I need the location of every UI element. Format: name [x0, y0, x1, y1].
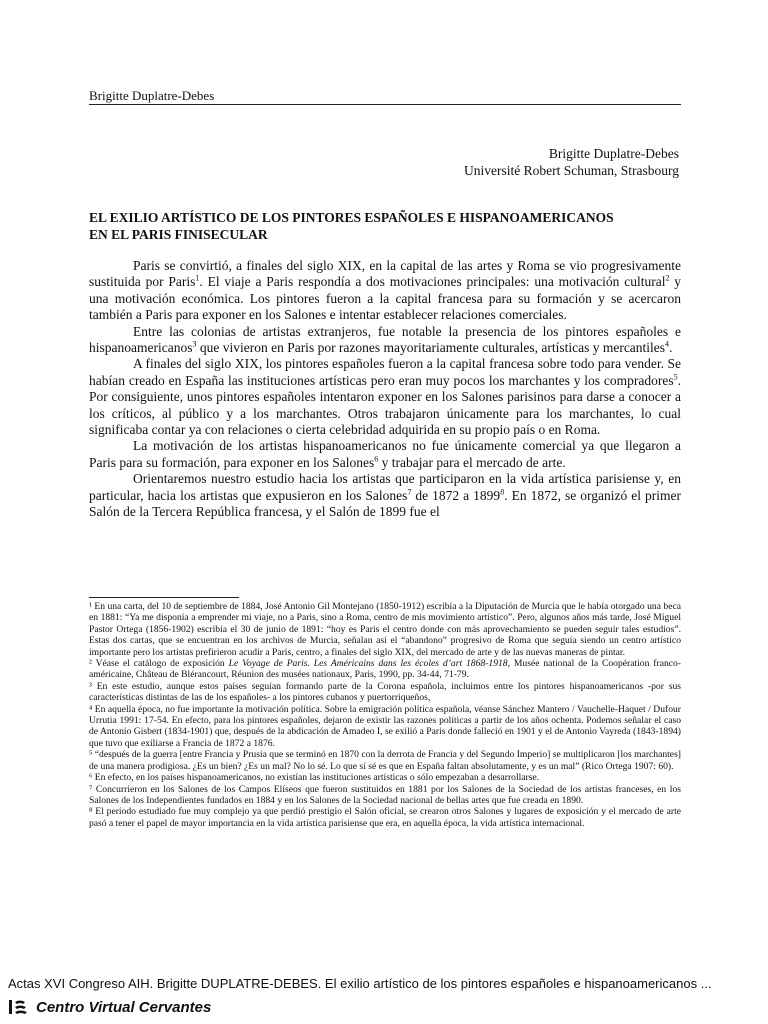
- paragraph-1: [89, 258, 681, 324]
- author-block: [464, 145, 679, 179]
- paragraph-3: [89, 356, 681, 438]
- paragraph-2: [89, 324, 681, 357]
- author-affiliation: Université Robert Schuman, Strasbourg: [464, 163, 679, 178]
- footnote-8: ⁸ El período estudiado fue muy complejo ya que perdió prestigio el Salón oficial, se crearon otros Salones y lugares de exposición y el mercado de arte pasó a tener el papel de mayor importancia en la vida artística parisiense que era, en aquella época, la vida artística internacional.: [89, 806, 681, 829]
- footnote-3: ³ En este estudio, aunque estos países seguían formando parte de la Corona española, incluimos entre los pintores hispanoamericanos -por sus características distintas de las de los españoles- a los pintores cubanos y puertorriqueños,: [89, 680, 681, 704]
- footnote-5: ⁵ “después de la guerra [entre Francia y Prusia que se terminó en 1870 con la derrota de Francia y del Segundo Imperio] se multiplicaron [los marchantes] de una manera prodigiosa. ¿Es un bien? ¿Es un mal? No lo sé. Lo que sí sé es que en España faltan absolutamente, y es un mal” (Rico Ortega 1907: 60).: [89, 749, 681, 772]
- cvc-logo[interactable]: [8, 998, 211, 1016]
- footnote-rule: [89, 597, 239, 598]
- body-text: [89, 258, 681, 521]
- text-run: A finales del siglo XIX, los pintores españoles fueron a la capital francesa sobre todo para vender. Se habían creado en España las instituciones artísticas pero eran muy pocos los marchantes y los compradores: [89, 356, 681, 388]
- cvc-logo-text: Centro Virtual Cervantes: [36, 998, 212, 1016]
- footnote-4: ⁴ En aquella época, no fue importante la motivación política. Sobre la emigración política española, véanse Sánchez Mantero / Vauchelle-Haquet / Dufour Urrutia 1991: 17-54. En efecto, para los pintores españoles, dejaron de existir las razones políticas a partir de los años ochenta. Podemos señalar el caso de Antonio Gisbert (1834-1901) que, después de la abdicación de Amadeo I, se exilió a Paris donde falleció en 1901 y el de Antonio Vayreda (1843-1894) que tuvo que exiliarse a Francia de 1872 a 1876.: [89, 703, 681, 749]
- text-run: . El viaje a Paris respondía a dos motivaciones principales: una motivación cultural: [199, 274, 666, 290]
- footnote-1: ¹ En una carta, del 10 de septiembre de 1884, José Antonio Gil Montejano (1850-1912) escribía a la Diputación de Murcia que le había otorgado una beca en 1881: “Ya me disponía a emprender mi viaje, no a Paris, sino a Roma, centro de mis movimiento artístico”. Pero, algunos años más tarde, José Miguel Pastor Ortega (1856-1902) escribía el 30 de junio de 1891: “hoy es Paris el centro donde con más aprovechamiento se pueden seguir tales estudios”. Estas dos cartas, que se encuentran en los archivos de Murcia, señalan así el “abandono” progresivo de Roma que seguía siendo un centro artístico importante pero los artistas prefirieron acudir a Paris, centro, a finales del siglo XIX, del mercado de arte y de las nuevas maneras de pintar.: [89, 601, 681, 658]
- header-rule: [89, 104, 681, 105]
- text-run: Orientaremos nuestro estudio hacia los artistas que participaron en la vida artística parisiense y, en particular, hacia los artistas que expusieron en los Salones: [89, 471, 681, 503]
- text-run: ² Véase el catálogo de exposición: [89, 658, 229, 670]
- text-run: Entre las colonias de artistas extranjeros, fue notable la presencia de los pintores españoles e hispanoamericanos: [89, 323, 681, 356]
- footnote-7: ⁷ Concurrieron en los Salones de los Campos Elíseos que fueron sustituidos en 1881 por los Salones de la Sociedad de los artistas franceses, en los Salones de los Independientes fundados en 1884 y en los Salones de la Sociedad nacional de bellas artes que fue creada en 1890.: [89, 783, 681, 806]
- footnote-6: ⁶ En efecto, en los países hispanoamericanos, no existían las instituciones artísticas o sólo empezaban a desarrollarse.: [89, 772, 540, 784]
- paragraph-4: [89, 438, 681, 471]
- footnote-ref: 6: [374, 454, 379, 464]
- text-run: de 1872 a 1899: [411, 487, 501, 503]
- article-title: [89, 209, 681, 243]
- footer-caption[interactable]: Actas XVI Congreso AIH. Brigitte DUPLATRE-DEBES. El exilio artístico de los pintores españoles e hispanoamericanos ...: [8, 976, 712, 991]
- footnote-ref: 2: [665, 273, 670, 283]
- catalog-title: Le Voyage de Paris. Les Américains dans les écoles d’art 1868-1918: [228, 658, 508, 670]
- footnote-2: [89, 658, 681, 681]
- title-line-1: EL EXILIO ARTÍSTICO DE LOS PINTORES ESPAÑOLES E HISPANOAMERICANOS: [89, 210, 614, 225]
- text-run: , Musée national de la Coopération franco-américaine, Château de Blérancourt, Réunion des musées nationaux, Paris, 1990, pp. 34-44, 71-79.: [89, 658, 682, 681]
- text-run: .: [669, 340, 673, 356]
- paragraph-5: [89, 471, 681, 520]
- footnote-ref: 5: [673, 372, 678, 382]
- text-run: La motivación de los artistas hispanoamericanos no fue únicamente comercial ya que llegaron a Paris para su formación, para exponer en los Salones: [89, 438, 681, 470]
- text-run: . Por consiguiente, unos pintores españoles intentaron exponer en los Salones parisinos para darse a conocer a los críticos, al público y a los marchantes. Otros trabajaron únicamente para los marchantes, lo cual significaba contar ya con relaciones o cierta celebridad adquirida en su propio país o en Roma.: [89, 372, 681, 438]
- footnote-ref: 7: [407, 487, 412, 497]
- text-run: y trabajar para el mercado de arte.: [378, 454, 566, 470]
- footnote-ref: 1: [195, 273, 200, 283]
- text-run: . En 1872, se organizó el primer Salón de la Tercera República francesa, y el Salón de 1899 fue el: [89, 487, 681, 520]
- author-name: Brigitte Duplatre-Debes: [548, 146, 679, 161]
- text-run: y una motivación económica. Los pintores fueron a la capital francesa para su formación y se acercaron también a Paris para exponer en los Salones e intentar establecer relaciones comerciales.: [89, 274, 682, 323]
- title-line-2: EN EL PARIS FINISECULAR: [89, 227, 268, 242]
- footnote-ref: 3: [192, 339, 197, 349]
- footnotes: [89, 601, 681, 829]
- text-run: Paris se convirtió, a finales del siglo XIX, en la capital de las artes y Roma se vio progresivamente sustituida por Paris: [89, 258, 681, 290]
- footnote-ref: 8: [500, 487, 505, 497]
- running-head: Brigitte Duplatre-Debes: [89, 88, 215, 103]
- footnote-ref: 4: [665, 339, 670, 349]
- text-run: que vivieron en Paris por razones mayoritariamente culturales, artísticas y mercantiles: [196, 340, 666, 356]
- cervantes-logo-icon: [8, 998, 30, 1016]
